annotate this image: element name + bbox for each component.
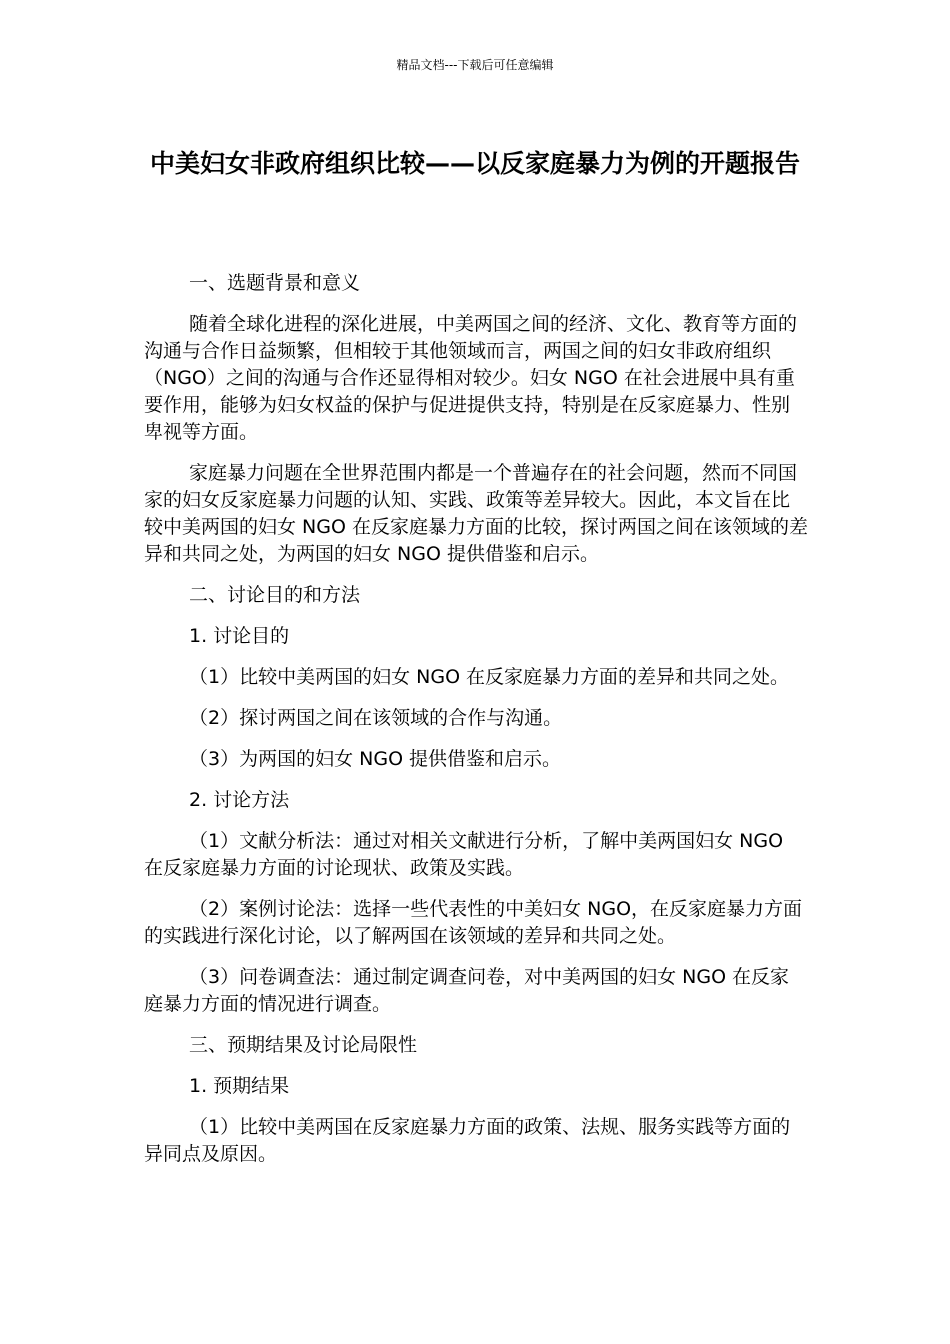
list-item: （1）文献分析法：通过对相关文献进行分析，了解中美两国妇女 NGO 在反家庭暴力方面的讨论现状、政策及实践。	[144, 830, 784, 879]
list-item: （2）探讨两国之间在该领域的合作与沟通。	[189, 707, 563, 729]
document-body	[144, 270, 808, 1182]
list-item: （3）为两国的妇女 NGO 提供借鉴和启示。	[189, 748, 562, 770]
subsection-heading: 1. 预期结果	[189, 1075, 290, 1097]
subsection-heading: 1. 讨论目的	[189, 625, 290, 647]
list-item: （2）案例讨论法：选择一些代表性的中美妇女 NGO，在反家庭暴力方面的实践进行深化讨论，以了解两国在该领域的差异和共同之处。	[144, 898, 803, 947]
subsection-heading: 2. 讨论方法	[189, 789, 290, 811]
body-paragraph: 家庭暴力问题在全世界范围内都是一个普遍存在的社会问题，然而不同国家的妇女反家庭暴力问题的认知、实践、政策等差异较大。因此，本文旨在比较中美两国的妇女 NGO 在反家庭暴力方面的比较，探讨两国之间在该领域的差异和共同之处，为两国的妇女 NGO 提供借鉴和启示。	[144, 462, 808, 565]
section-heading: 三、预期结果及讨论局限性	[189, 1034, 418, 1056]
body-paragraph: 随着全球化进程的深化进展，中美两国之间的经济、文化、教育等方面的沟通与合作日益频繁，但相较于其他领域而言，两国之间的妇女非政府组织（NGO）之间的沟通与合作还显得相对较少。妇女 NGO 在社会进展中具有重要作用，能够为妇女权益的保护与促进提供支持，特别是在反家庭暴力、性别卑视等方面。	[144, 313, 798, 443]
page-header-watermark: 精品文档---下载后可任意编辑	[396, 58, 554, 72]
section-heading: 二、讨论目的和方法	[189, 584, 361, 606]
document-title: 中美妇女非政府组织比较——以反家庭暴力为例的开题报告	[149, 149, 800, 178]
list-item: （3）问卷调查法：通过制定调查问卷，对中美两国的妇女 NGO 在反家庭暴力方面的情况进行调查。	[144, 966, 790, 1015]
list-item: （1）比较中美两国的妇女 NGO 在反家庭暴力方面的差异和共同之处。	[189, 666, 790, 688]
list-item: （1）比较中美两国在反家庭暴力方面的政策、法规、服务实践等方面的异同点及原因。	[144, 1116, 791, 1165]
section-heading: 一、选题背景和意义	[189, 272, 361, 294]
